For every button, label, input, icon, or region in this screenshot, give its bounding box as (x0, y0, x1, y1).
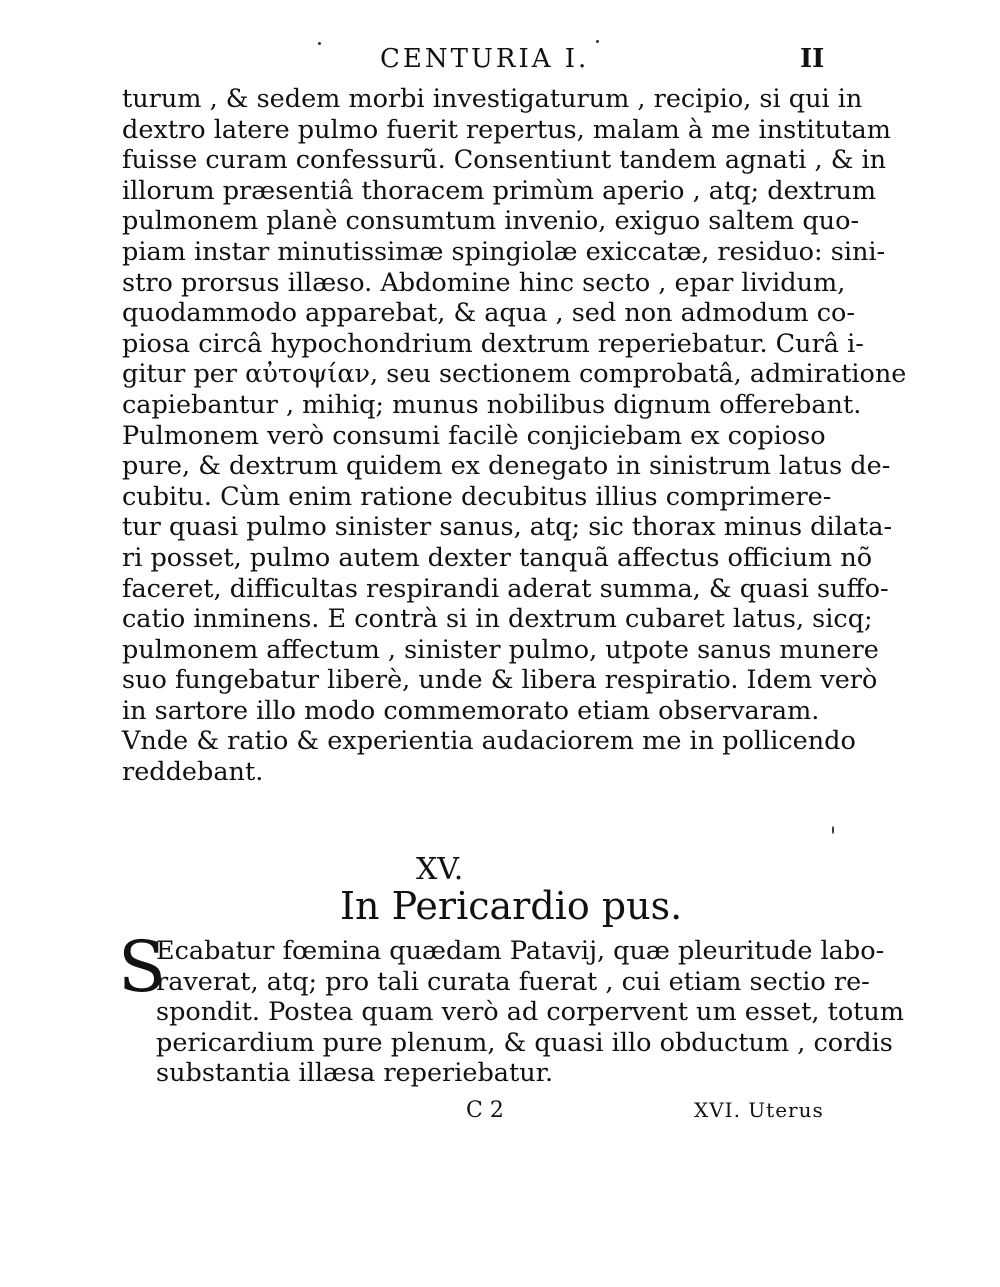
text-line: Pulmonem verò consumi facilè conjiciebam ex copioso (122, 420, 826, 451)
text-line: Vnde & ratio & experientia audaciorem me in pollicendo (122, 726, 856, 757)
section-title: In Pericardio pus. (340, 884, 683, 928)
text-line: pure, & dextrum quidem ex denegato in sinistrum latus de- (122, 451, 891, 482)
text-line: dextro latere pulmo fuerit repertus, malam à me institutam (122, 114, 891, 145)
text-line: gitur per αὐτοψίαν, seu sectionem comprobatâ, admiratione (122, 359, 907, 390)
drop-cap: S (118, 926, 166, 1008)
text-line: Ecabatur fœmina quædam Patavij, quæ pleuritude labo- (156, 936, 885, 966)
text-line: quodammodo apparebat, & aqua , sed non admodum co- (122, 298, 855, 329)
text-line: in sartore illo modo commemorato etiam observaram. (122, 695, 820, 726)
catchword: XVI. Uterus (694, 1098, 824, 1122)
text-line: pulmonem planè consumtum invenio, exiguo saltem quo- (122, 206, 860, 237)
body-text (122, 84, 907, 788)
text-line: tur quasi pulmo sinister sanus, atq; sic thorax minus dilata- (122, 512, 893, 543)
page-number: II (800, 44, 825, 74)
section-paragraph (118, 936, 905, 1090)
ink-speck (832, 826, 834, 834)
text-line: spondit. Postea quam verò ad corpervent um esset, totum (156, 997, 905, 1028)
text-line: reddebant. (122, 757, 264, 788)
text-line: ri posset, pulmo autem dexter tanquã affectus officium nõ (122, 542, 873, 573)
ink-speck (318, 42, 321, 45)
text-line: piam instar minutissimæ spingiolæ exiccatæ, residuo: sini- (122, 236, 886, 267)
ink-speck (596, 40, 599, 43)
signature-mark: C 2 (466, 1098, 504, 1123)
text-line: pulmonem affectum , sinister pulmo, utpote sanus munere (122, 634, 879, 665)
text-line: faceret, difficultas respirandi aderat summa, & quasi suffo- (122, 573, 889, 604)
text-line: raverat, atq; pro tali curata fuerat , cui etiam sectio re- (156, 966, 870, 997)
text-line: catio inminens. E contrà si in dextrum cubaret latus, sicq; (122, 604, 873, 635)
text-line: turum , & sedem morbi investigaturum , recipio, si qui in (122, 84, 863, 114)
text-line: fuisse curam confessurũ. Consentiunt tandem agnati , & in (122, 145, 887, 176)
text-line: pericardium pure plenum, & quasi illo obductum , cordis (156, 1027, 893, 1058)
section-number: XV. (416, 852, 464, 887)
text-line: cubitu. Cùm enim ratione decubitus illius comprimere- (122, 481, 832, 512)
running-head: CENTURIA I. (380, 44, 590, 74)
text-line: stro prorsus illæso. Abdomine hinc secto , epar lividum, (122, 267, 846, 298)
text-line: piosa circâ hypochondrium dextrum reperiebatur. Curâ i- (122, 328, 864, 359)
text-line: capiebantur , mihiq; munus nobilibus dignum offerebant. (122, 389, 862, 420)
text-line: illorum præsentiâ thoracem primùm aperio , atq; dextrum (122, 175, 877, 206)
text-line: suo fungebatur liberè, unde & libera respiratio. Idem verò (122, 665, 878, 696)
text-line: substantia illæsa reperiebatur. (156, 1058, 554, 1089)
